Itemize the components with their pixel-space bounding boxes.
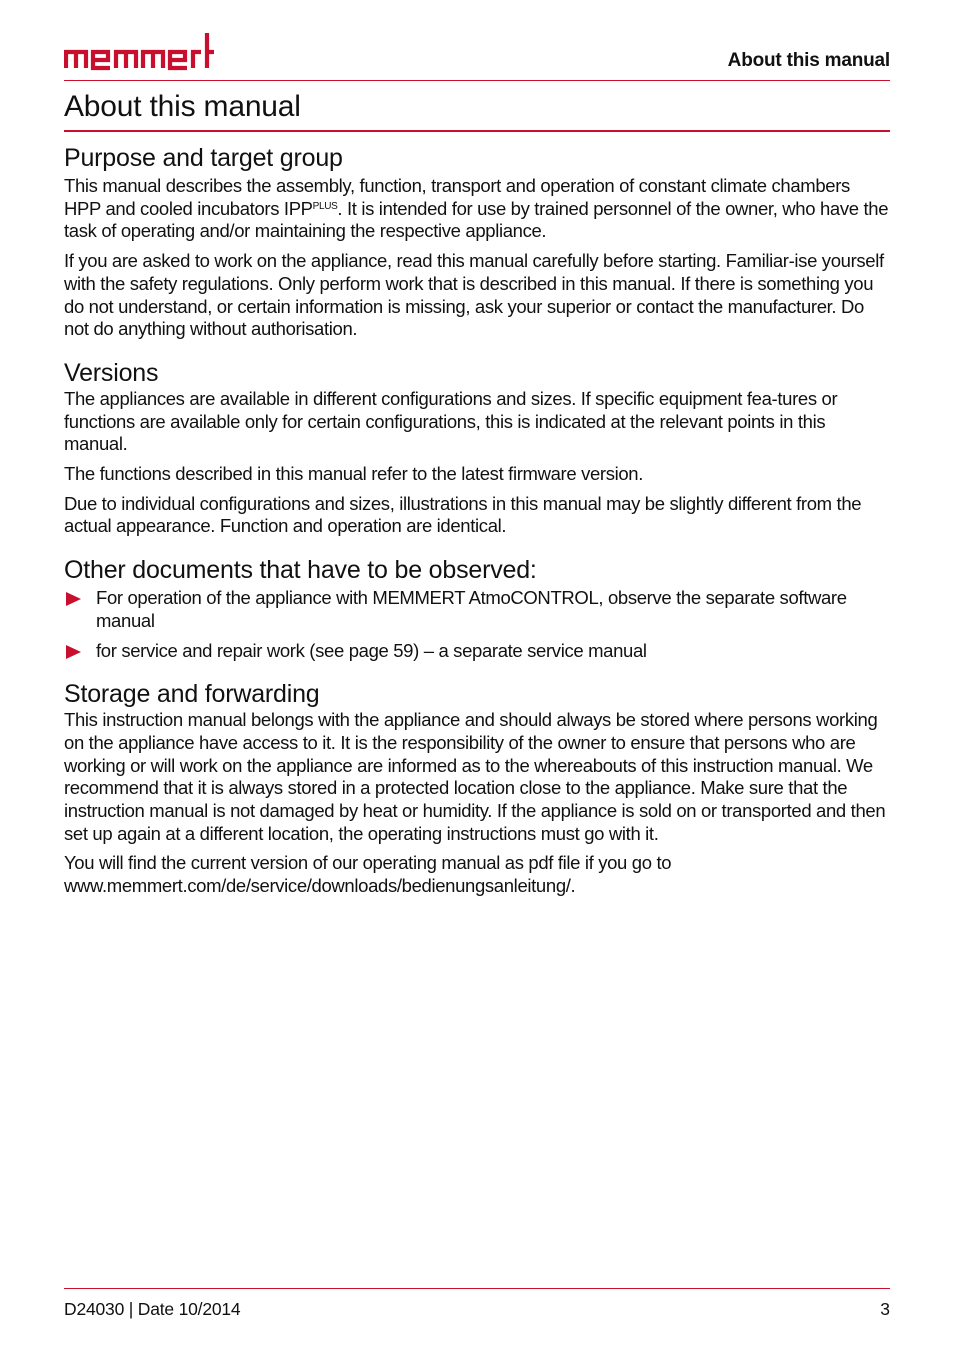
page-header xyxy=(64,30,890,81)
storage-p2-text: You will find the current version of our operating manual as pdf file if you go to xyxy=(64,852,672,874)
section-versions xyxy=(64,358,890,538)
section-heading-purpose: Purpose and target group xyxy=(64,144,343,172)
section-heading-storage: Storage and forwarding xyxy=(64,680,320,709)
purpose-paragraph-1 xyxy=(64,175,890,243)
section-heading-other-documents: Other documents that have to be observed: xyxy=(64,556,537,585)
arrow-right-icon xyxy=(66,592,81,606)
download-link[interactable]: www.memmert.com/de/service/downloads/bedienungsanleitung/. xyxy=(64,875,576,897)
page-content xyxy=(64,88,890,898)
purpose-paragraph-2: If you are asked to work on the appliance, read this manual carefully before starting. Familiar-ise yourself with the safety regulations. Only perform work that is described in this manual. If there is something you do not understand, or certain information is missing, ask your superior or contact the manufacturer. Do not do anything without authorisation. xyxy=(64,250,884,340)
versions-paragraph-3: Due to individual configurations and sizes, illustrations in this manual may be slightly different from the actual appearance. Function and operation are identical. xyxy=(64,492,862,537)
list-item-text: For operation of the appliance with MEMMERT AtmoCONTROL, observe the separate software manual xyxy=(96,587,847,631)
versions-paragraph-1: The appliances are available in different configurations and sizes. If specific equipment fea-tures or functions are available only for certain configurations, this is indicated at the relevant points in this manual. xyxy=(64,387,838,455)
storage-paragraph-2 xyxy=(64,852,890,897)
storage-paragraph-1: This instruction manual belongs with the appliance and should always be stored where persons working on the appliance have access to it. It is the responsibility of the owner to ensure that persons who are working or will work on the appliance are informed as to the whereabouts of this instruction manual. We recommend that it is always stored in a protected location close to the appliance. Make sure that the instruction manual is not damaged by heat or humidity. If the appliance is sold on or transported and then set up again at a different location, the operating instructions must go with it. xyxy=(64,709,886,844)
page-footer xyxy=(64,1288,890,1319)
purpose-p1-text-a: This manual describes the assembly, function, transport and operation of constant climate chambers HPP and cooled incubators IPP xyxy=(64,175,850,219)
section-storage xyxy=(64,679,890,898)
document-info: D24030 | Date 10/2014 xyxy=(64,1299,241,1319)
list-item xyxy=(64,640,890,663)
memmert-logo-graphic xyxy=(64,30,216,74)
arrow-right-icon xyxy=(66,645,81,659)
list-item-text: for service and repair work (see page 59) – a separate service manual xyxy=(96,639,647,661)
page-title: About this manual xyxy=(64,88,890,132)
header-title: About this manual xyxy=(727,50,890,71)
list-item xyxy=(64,587,890,632)
plus-superscript: PLUS xyxy=(312,200,338,212)
versions-paragraph-2: The functions described in this manual refer to the latest firmware version. xyxy=(64,463,644,485)
purpose-p1-text-b: . It is intended for use by trained personnel of the owner, who have the task of operating and/or maintaining the respective appliance. xyxy=(64,197,889,242)
memmert-logo xyxy=(64,30,216,74)
page-number: 3 xyxy=(880,1299,890,1319)
section-purpose xyxy=(64,143,890,341)
section-heading-versions: Versions xyxy=(64,358,159,387)
other-documents-list xyxy=(64,587,890,662)
section-other-documents xyxy=(64,555,890,662)
